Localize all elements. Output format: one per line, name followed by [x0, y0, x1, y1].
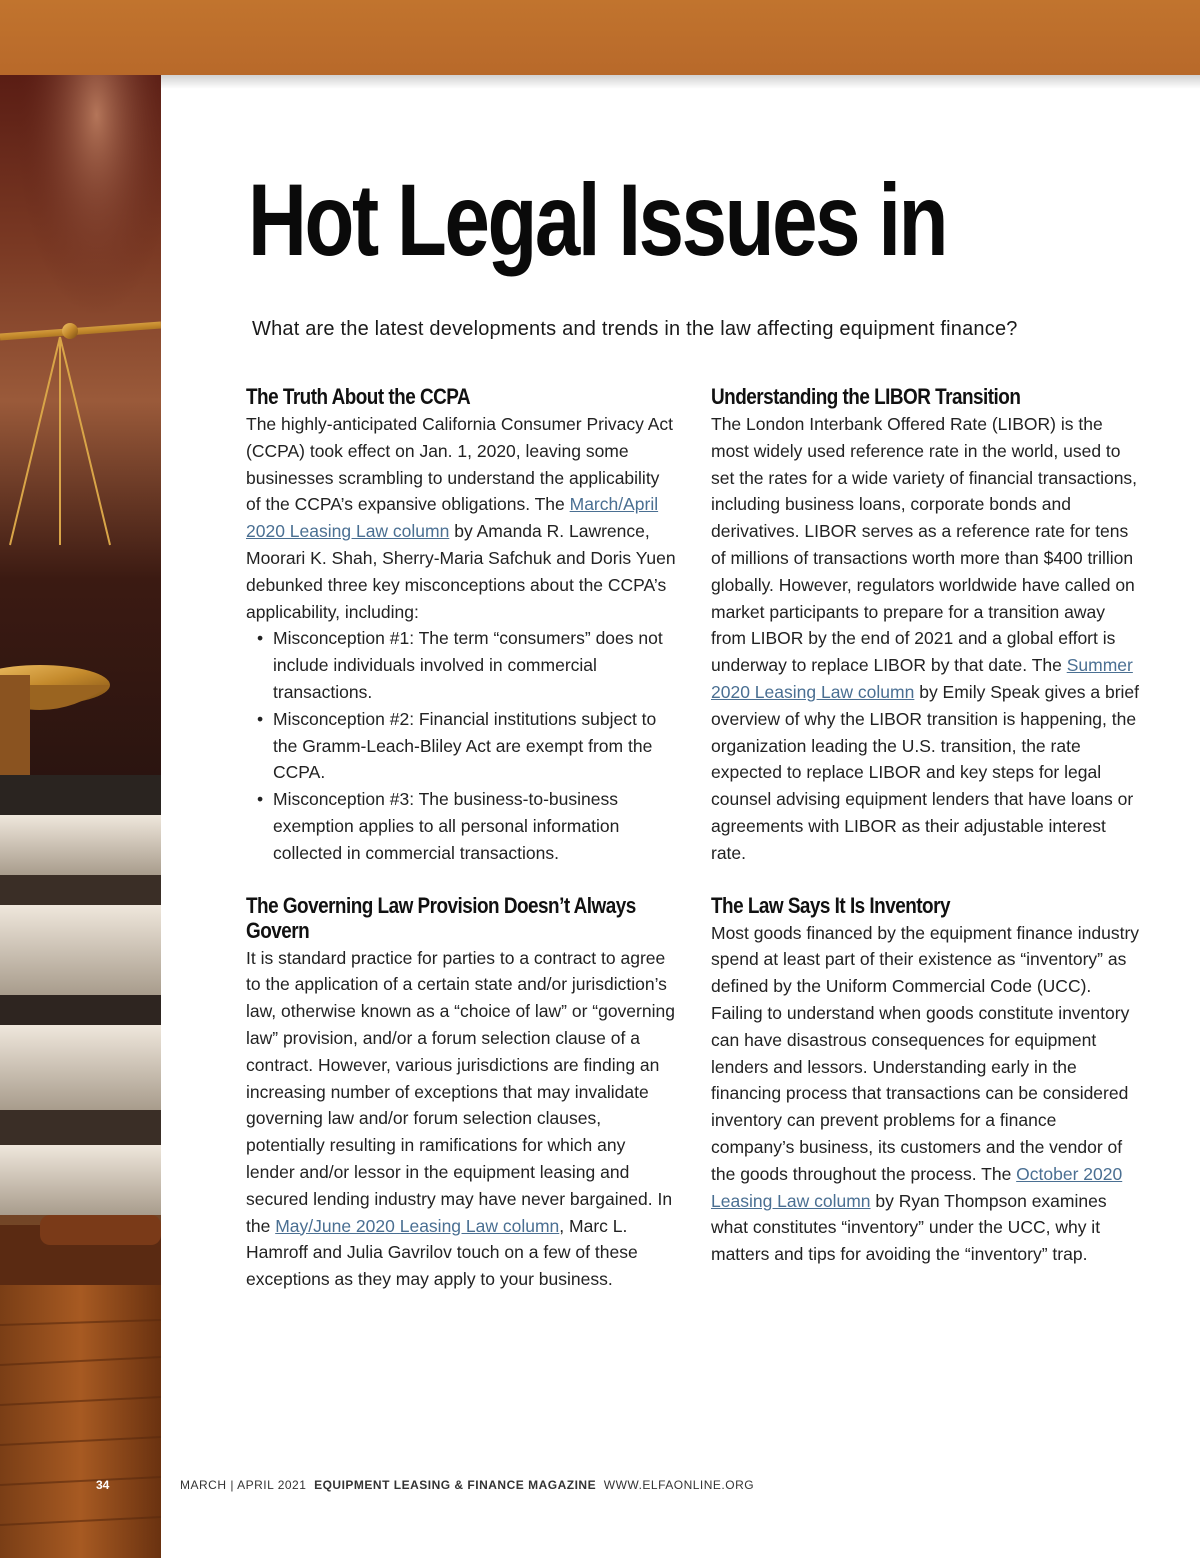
ccpa-heading: The Truth About the CCPA: [246, 384, 471, 409]
page-subtitle: What are the latest developments and trends in the law affecting equipment finance?: [252, 318, 1018, 340]
ccpa-misconceptions-list: [246, 625, 676, 866]
ccpa-intro: The highly-anticipated California Consumer Privacy Act (CCPA) took effect on Jan. 1, 2020, leaving some businesses scrambling to understand the applicability of the CCPA’s expansive obligations. The: [246, 414, 673, 515]
page-title: Hot Legal Issues in: [248, 163, 947, 277]
libor-after-link: by Emily Speak gives a brief overview of why the LIBOR transition is happening, the organization leading the U.S. transition, the rate expected to replace LIBOR and key steps for legal counsel advising equipment lenders that have loans or agreements with LIBOR as their adjustable interest rate.: [711, 681, 1140, 863]
inventory-intro: Most goods financed by the equipment finance industry spend at least part of their existence as “inventory” as defined by the Uniform Commercial Code (UCC). Failing to understand when goods constitute inventory can have disastrous consequences for equipment lenders and lessors. Understanding early in the financing process that transactions can be considered inventory can prevent problems for a finance company’s business, its customers and the vendor of the goods throughout the process. The: [711, 922, 1140, 1184]
governing-law-intro: It is standard practice for parties to a contract to agree to the application of a certain state and/or jurisdiction’s law, otherwise known as a “choice of law” or “governing law” provision, and/or a forum selection clause of a contract. However, various jurisdictions are finding an increasing number of exceptions that may invalidate governing law and/or forum selection clauses, potentially resulting in ramifications for which any lender and/or lessor in the equipment leasing and secured lending industry may have never bargained. In the: [246, 947, 675, 1236]
governing-law-section: [246, 893, 676, 1293]
inventory-heading: The Law Says It Is Inventory: [711, 892, 950, 918]
governing-law-after-link: , Marc L. Hamroff and Julia Gavrilov touch on a few of these exceptions as they may apply to your business.: [246, 1215, 638, 1290]
libor-column-link[interactable]: Summer 2020 Leasing Law column: [711, 655, 1133, 702]
ccpa-body: [246, 411, 676, 625]
left-column: [246, 384, 676, 1311]
ccpa-after-link: by Amanda R. Lawrence, Moorari K. Shah, Sherry-Maria Safchuk and Doris Yuen debunked three key misconceptions about the CCPA’s applicability, including:: [246, 521, 676, 622]
list-item: • Misconception #2: Financial institutions subject to the Gramm-Leach-Bliley Act are exempt from the CCPA.: [273, 706, 676, 786]
libor-intro: The London Interbank Offered Rate (LIBOR) is the most widely used reference rate in the world, used to set the rates for a wide variety of financial transactions, including business loans, corporate bonds and derivatives. LIBOR serves as a reference rate for tens of millions of transactions worth more than $400 trillion globally. However, regulators worldwide have called on market participants to prepare for a transition away from LIBOR by the end of 2021 and a global effort is underway to replace LIBOR by that date. The: [711, 414, 1138, 676]
governing-law-column-link[interactable]: May/June 2020 Leasing Law column: [275, 1215, 560, 1236]
footer-magazine: EQUIPMENT LEASING & FINANCE MAGAZINE: [314, 1478, 597, 1492]
right-column: [711, 384, 1141, 1286]
footer-website: WWW.ELFAONLINE.ORG: [603, 1478, 755, 1492]
top-color-band: [0, 0, 1200, 75]
inventory-after-link: by Ryan Thompson examines what constitutes “inventory” under the UCC, why it matters and tips for avoiding the “inventory” trap.: [711, 1190, 1107, 1265]
page-number: 34: [96, 1478, 110, 1492]
page-shadow: [161, 75, 1200, 89]
governing-law-body: [246, 945, 676, 1293]
ccpa-section: [246, 384, 676, 867]
libor-section: [711, 384, 1141, 867]
inventory-column-link[interactable]: October 2020 Leasing Law column: [711, 1163, 1123, 1211]
inventory-section: [711, 893, 1141, 1268]
ccpa-column-link[interactable]: March/April 2020 Leasing Law column: [246, 494, 659, 542]
footer-issue: MARCH | APRIL 2021: [180, 1478, 307, 1492]
list-item: • Misconception #3: The business-to-business exemption applies to all personal information collected in commercial transactions.: [273, 786, 676, 866]
libor-body: [711, 411, 1141, 867]
inventory-body: [711, 920, 1141, 1268]
list-item: • Misconception #1: The term “consumers” does not include individuals involved in commercial transactions.: [273, 625, 676, 705]
governing-law-heading: The Governing Law Provision Doesn’t Always Govern: [246, 892, 636, 943]
libor-heading: Understanding the LIBOR Transition: [711, 384, 1021, 409]
page-footer: [180, 1478, 754, 1492]
scales-of-justice-photo: [0, 75, 161, 1558]
